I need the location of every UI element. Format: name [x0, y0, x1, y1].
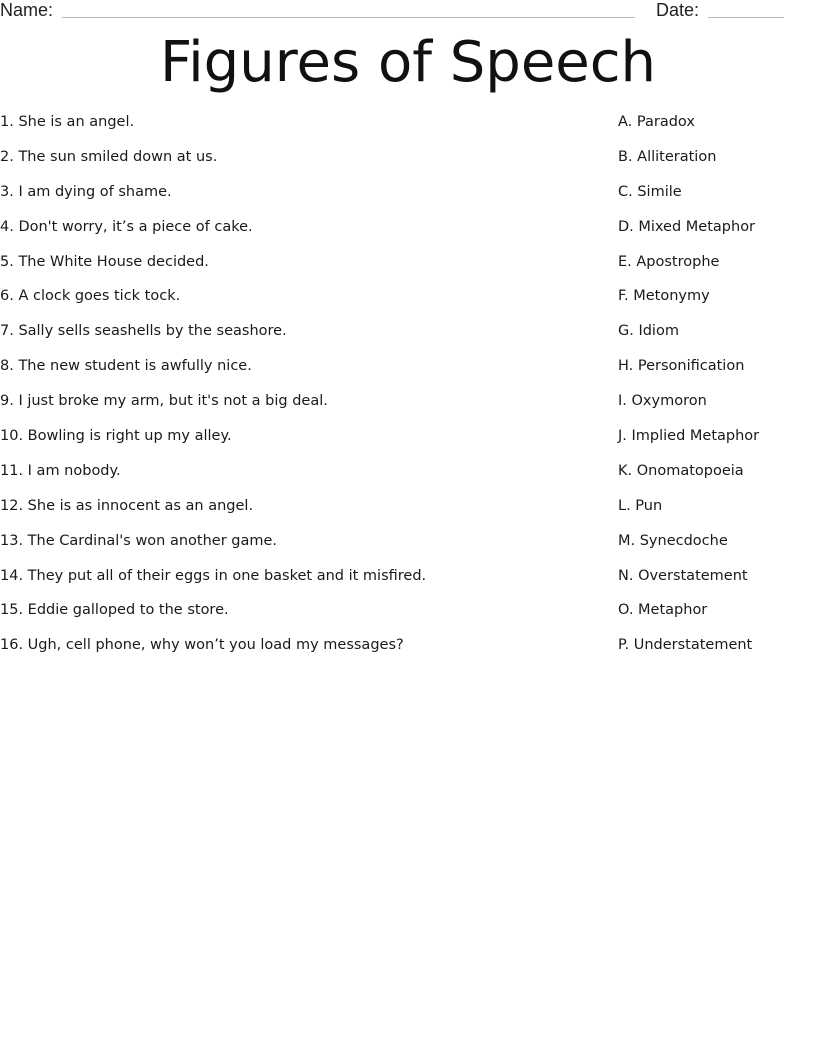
question-item: 12. She is as innocent as an angel. — [0, 497, 254, 514]
answer-item: G. Idiom — [618, 323, 679, 340]
question-item: 6. A clock goes tick tock. — [0, 288, 181, 305]
answer-item: E. Apostrophe — [618, 253, 720, 270]
name-label: Name: — [0, 0, 54, 20]
answer-item: B. Alliteration — [618, 148, 717, 165]
question-item: 11. I am nobody. — [0, 462, 121, 479]
answer-item: J. Implied Metaphor — [618, 428, 760, 445]
answer-item: K. Onomatopoeia — [618, 462, 744, 479]
question-item: 15. Eddie galloped to the store. — [0, 602, 229, 619]
answer-item: P. Understatement — [618, 637, 753, 654]
worksheet-header — [0, 0, 816, 22]
question-item: 10. Bowling is right up my alley. — [0, 428, 232, 445]
answer-item: A. Paradox — [618, 114, 695, 130]
question-item: 9. I just broke my arm, but it's not a big deal. — [0, 393, 328, 410]
question-item: 4. Don't worry, it’s a piece of cake. — [0, 218, 253, 235]
answer-item: I. Oxymoron — [618, 393, 707, 410]
answer-item: C. Simile — [618, 183, 682, 200]
answer-item: N. Overstatement — [618, 567, 748, 584]
question-item: 1. She is an angel. — [0, 114, 135, 130]
question-item: 13. The Cardinal's won another game. — [0, 532, 278, 549]
question-item: 5. The White House decided. — [0, 253, 209, 270]
answer-item: F. Metonymy — [618, 288, 710, 305]
answer-item: H. Personification — [618, 358, 745, 375]
date-blank-line — [708, 17, 784, 18]
question-item: 8. The new student is awfully nice. — [0, 358, 252, 375]
question-item: 14. They put all of their eggs in one basket and it misfired. — [0, 567, 427, 584]
answer-list — [618, 110, 816, 668]
question-item: 3. I am dying of shame. — [0, 183, 172, 200]
name-blank-line — [62, 17, 635, 18]
answer-item: L. Pun — [618, 497, 663, 514]
answer-item: O. Metaphor — [618, 602, 708, 619]
answer-item: D. Mixed Metaphor — [618, 218, 756, 235]
answer-item: M. Synecdoche — [618, 532, 728, 549]
question-item: 7. Sally sells seashells by the seashore. — [0, 323, 287, 340]
question-item: 2. The sun smiled down at us. — [0, 148, 218, 165]
date-label: Date: — [656, 0, 700, 20]
question-item: 16. Ugh, cell phone, why won’t you load my messages? — [0, 637, 404, 654]
page-title: Figures of Speech — [159, 30, 656, 95]
question-list — [0, 110, 600, 668]
